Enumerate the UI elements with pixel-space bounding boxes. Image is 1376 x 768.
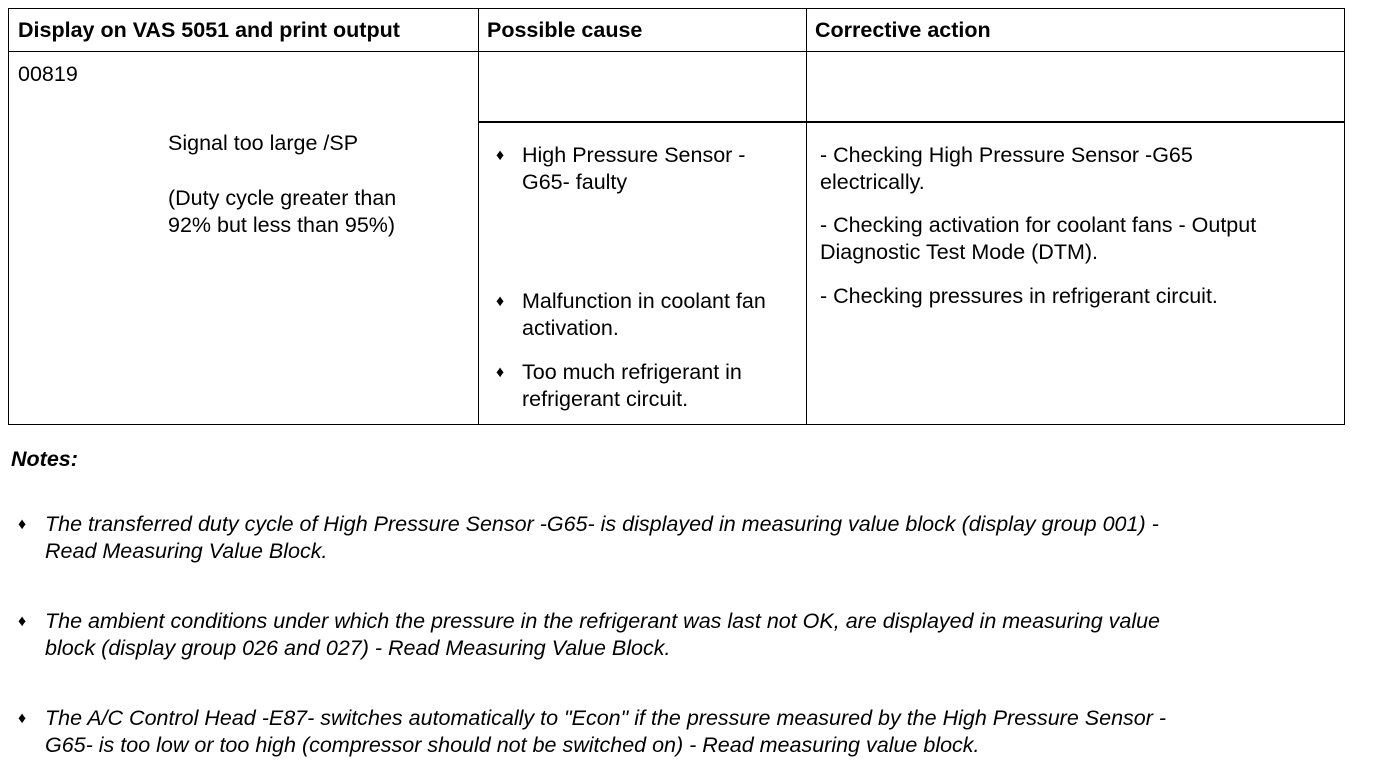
diagnostic-table xyxy=(8,8,1345,425)
header-divider xyxy=(9,51,1344,52)
column-divider xyxy=(478,9,479,424)
fault-description: Signal too large /SP xyxy=(168,131,359,155)
notes-title: Notes: xyxy=(11,447,78,471)
header-action: Corrective action xyxy=(815,18,991,42)
cause-1-line-2: G65- faulty xyxy=(522,170,628,194)
cause-2-line-2: activation. xyxy=(522,316,619,340)
cause-1-line-1: High Pressure Sensor - xyxy=(522,143,746,167)
note-1-line-1: The transferred duty cycle of High Pressure Sensor -G65- is displayed in measuring value block (display group 001) - xyxy=(45,512,1159,536)
bullet-icon: ♦ xyxy=(18,710,27,727)
note-2-line-2: block (display group 026 and 027) - Read Measuring Value Block. xyxy=(45,636,671,660)
header-display: Display on VAS 5051 and print output xyxy=(18,18,400,42)
fault-code: 00819 xyxy=(18,62,78,86)
duty-cycle-line-1: (Duty cycle greater than xyxy=(168,186,397,210)
header-cause: Possible cause xyxy=(487,18,643,42)
cause-3-line-1: Too much refrigerant in xyxy=(522,360,742,384)
action-3-line-1: - Checking pressures in refrigerant circuit. xyxy=(820,284,1218,308)
duty-cycle-line-2: 92% but less than 95%) xyxy=(168,213,396,237)
note-3-line-2: G65- is too low or too high (compressor should not be switched on) - Read measuring value block. xyxy=(45,733,980,757)
column-divider xyxy=(806,9,807,424)
note-3-line-1: The A/C Control Head -E87- switches automatically to "Econ" if the pressure measured by the High Pressure Sensor - xyxy=(45,706,1167,730)
cause-3-line-2: refrigerant circuit. xyxy=(522,387,689,411)
cause-2-line-1: Malfunction in coolant fan xyxy=(522,289,766,313)
bullet-icon: ♦ xyxy=(496,293,505,310)
row-divider xyxy=(478,121,1344,123)
action-1-line-2: electrically. xyxy=(820,170,925,194)
bullet-icon: ♦ xyxy=(18,613,27,630)
bullet-icon: ♦ xyxy=(496,147,505,164)
bullet-icon: ♦ xyxy=(18,516,27,533)
action-2-line-2: Diagnostic Test Mode (DTM). xyxy=(820,240,1098,264)
action-1-line-1: - Checking High Pressure Sensor -G65 xyxy=(820,143,1193,167)
note-1-line-2: Read Measuring Value Block. xyxy=(45,539,328,563)
bullet-icon: ♦ xyxy=(496,364,505,381)
note-2-line-1: The ambient conditions under which the pressure in the refrigerant was last not OK, are displayed in measuring value xyxy=(45,609,1161,633)
action-2-line-1: - Checking activation for coolant fans - Output xyxy=(820,213,1257,237)
